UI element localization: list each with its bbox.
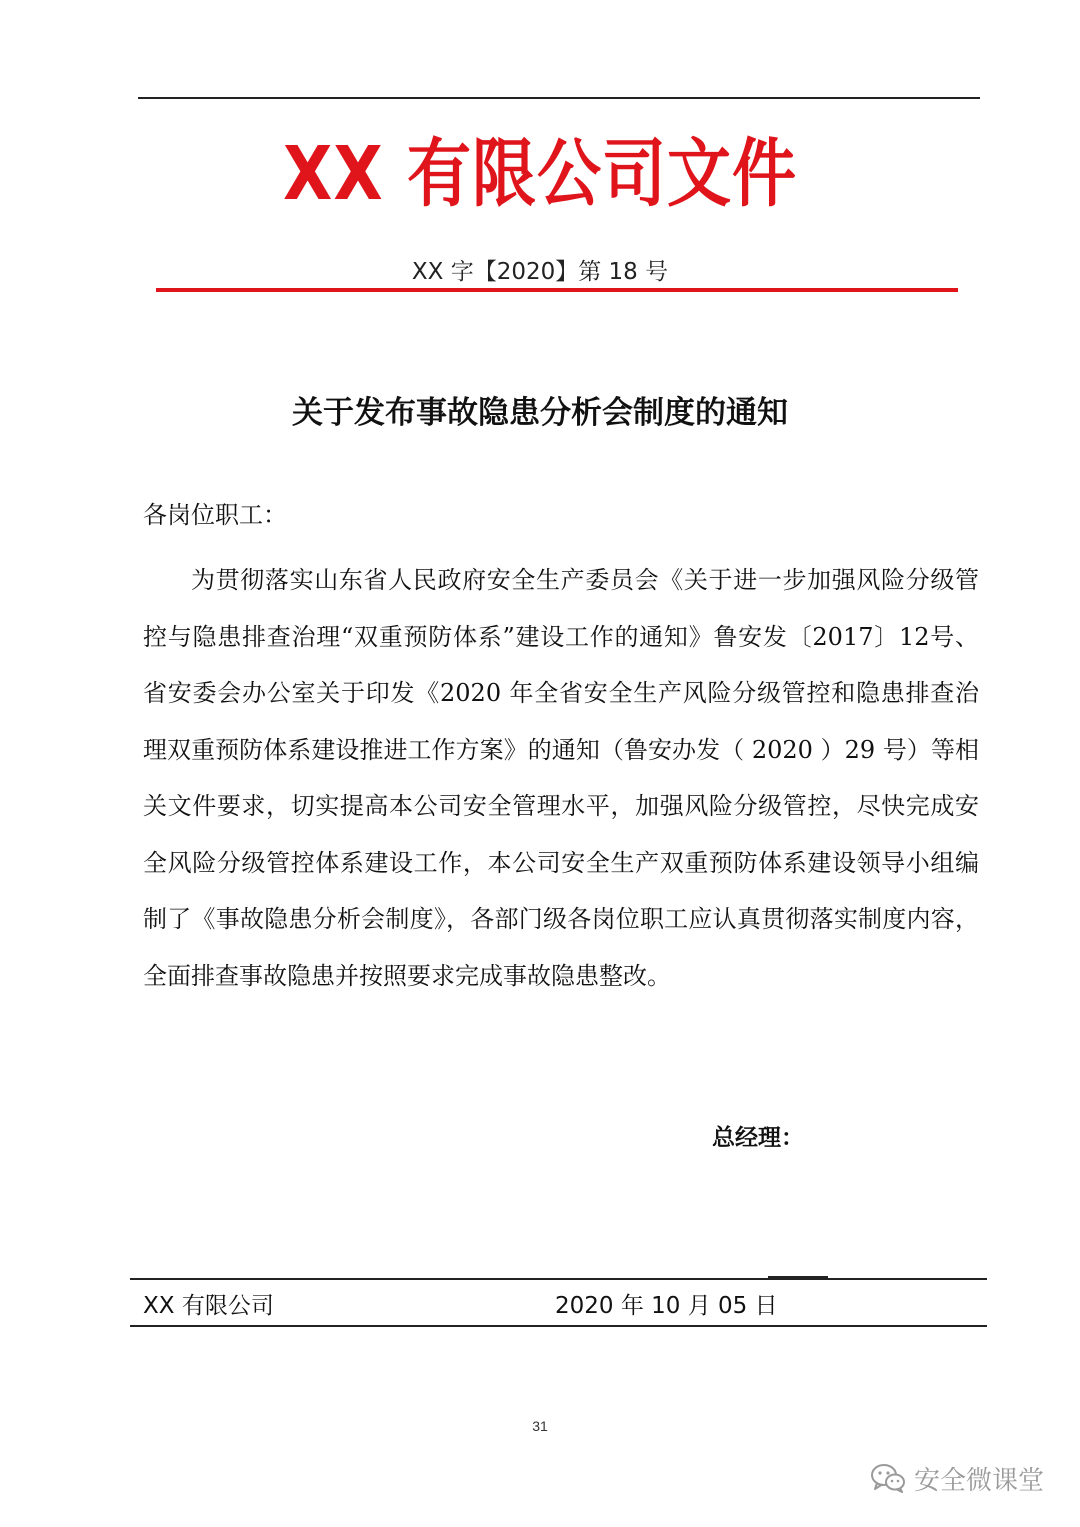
signer-label: 总经理：	[712, 1125, 804, 1151]
salutation: 各岗位职工：	[143, 501, 287, 529]
notice-body: 为贯彻落实山东省人民政府安全生产委员会《关于进一步加强风险分级管控与隐患排查治理“双重预防体系”建设工作的通知》鲁安发〔2017〕12号、省安委会办公室关于印发《2020 年全省安全生产风险分级管控和隐患排查治理双重预防体系建设推进工作方案》的通知（鲁安办发（ 2020 ）29 号）等相关文件要求，切实提高本公司安全管理水平，加强风险分级管控，尽快完成安全风险分级管控体系建设工作，本公司安全生产双重预防体系建设领导小组编制了《事故隐患分析会制度》，各部门级各岗位职工应认真贯彻落实制度内容，全面排查事故隐患并按照要求完成事故隐患整改。	[143, 566, 979, 990]
document-number: XX 字【2020】第 18 号	[411, 259, 669, 285]
footer-company: XX 有限公司	[143, 1293, 274, 1319]
wechat-icon	[870, 1463, 906, 1493]
footer-date: 2020 年 10 月 05 日	[555, 1293, 778, 1319]
page-number: 31	[532, 1418, 548, 1434]
document-header-title: XX 有限公司文件	[283, 132, 797, 218]
top-rule	[138, 97, 980, 99]
notice-title: 关于发布事故隐患分析会制度的通知	[292, 395, 788, 431]
watermark-text: 安全微课堂	[913, 1465, 1044, 1496]
red-separator-rule	[156, 288, 958, 292]
footer-rule-top	[130, 1278, 987, 1280]
watermark	[870, 1458, 1044, 1498]
footer-rule-bottom	[130, 1325, 987, 1327]
footer-rule-accent	[768, 1276, 828, 1278]
